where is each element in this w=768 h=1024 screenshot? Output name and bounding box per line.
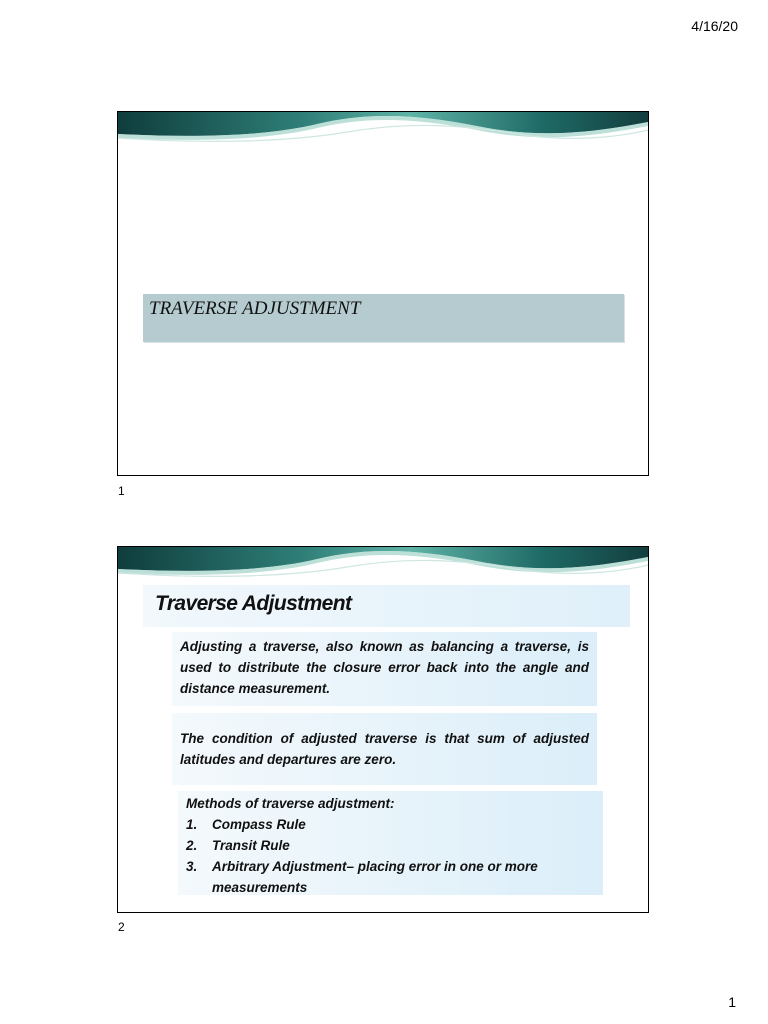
definition-text: Adjusting a traverse, also known as balancing a traverse, is used to distribute the closure error back into the angle and distance measurement. [180, 639, 589, 696]
definition-box [172, 632, 597, 706]
list-number: 3. [186, 859, 198, 874]
list-text: Arbitrary Adjustment– placing error in one or more measurements [212, 859, 538, 895]
slide-1 [117, 111, 649, 476]
slide-title: Traverse Adjustment [155, 592, 352, 615]
list-text: Transit Rule [212, 838, 290, 853]
slide-2 [117, 546, 649, 913]
slide-number: 2 [118, 920, 125, 934]
methods-heading: Methods of traverse adjustment: [186, 796, 395, 811]
list-text: Compass Rule [212, 817, 306, 832]
page-date: 4/16/20 [691, 18, 738, 34]
list-item [186, 856, 595, 898]
condition-text: The condition of adjusted traverse is that sum of adjusted latitudes and departures are zero. [180, 731, 589, 767]
wave-banner [118, 112, 648, 148]
condition-box [172, 713, 597, 785]
list-item [186, 814, 595, 835]
slide-number: 1 [118, 484, 125, 498]
title-band [143, 294, 624, 342]
list-number: 2. [186, 838, 198, 853]
wave-banner [118, 547, 648, 583]
list-number: 1. [186, 817, 198, 832]
methods-box [178, 791, 603, 895]
list-item [186, 835, 595, 856]
slide-title: TRAVERSE ADJUSTMENT [149, 298, 361, 319]
title-banner [143, 585, 630, 627]
page-number: 1 [728, 994, 736, 1010]
